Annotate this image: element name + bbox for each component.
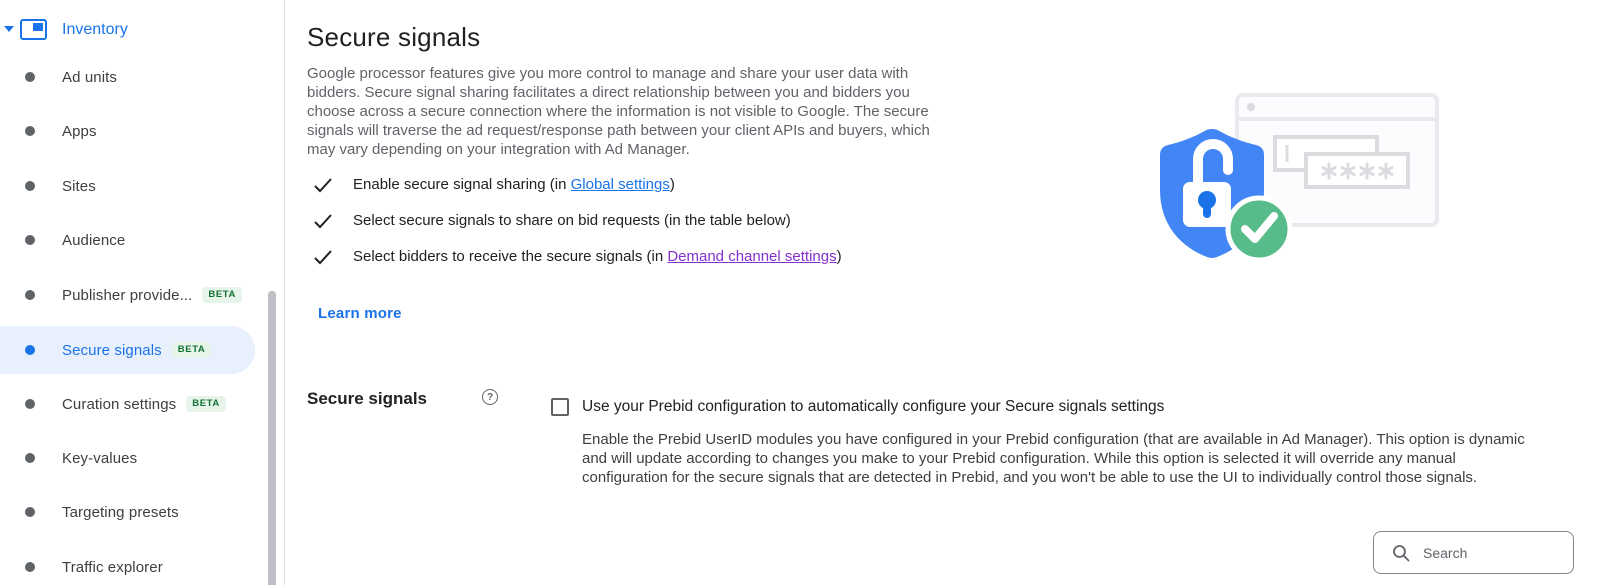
demand-channel-settings-link[interactable]: Demand channel settings — [667, 248, 837, 265]
sidebar-item-curation-settings[interactable]: Curation settings BETA — [0, 390, 285, 418]
bullet-icon — [25, 399, 35, 409]
bullet-icon — [25, 235, 35, 245]
bullet-icon — [25, 345, 35, 355]
sidebar-item-audience[interactable]: Audience — [0, 226, 285, 254]
search-box — [1373, 531, 1574, 574]
bullet-icon — [25, 290, 35, 300]
beta-badge: BETA — [186, 396, 226, 412]
checkmark-icon — [313, 213, 333, 229]
learn-more-link[interactable]: Learn more — [318, 305, 402, 322]
sidebar-item-publisher-provided[interactable]: Publisher provide... BETA — [0, 281, 285, 309]
page-title: Secure signals — [307, 22, 481, 52]
bullet-icon — [25, 181, 35, 191]
sidebar-item-sites[interactable]: Sites — [0, 172, 285, 200]
sidebar-item-targeting-presets[interactable]: Targeting presets — [0, 498, 285, 526]
checklist-item-2: Select secure signals to share on bid requests (in the table below) — [313, 212, 791, 229]
sidebar-item-key-values[interactable]: Key-values — [0, 444, 285, 472]
search-input[interactable] — [1423, 545, 1563, 561]
prebid-config-checkbox[interactable] — [551, 398, 569, 416]
section-label: Secure signals — [307, 389, 428, 408]
prebid-config-description: Enable the Prebid UserID modules you have configured in your Prebid configuration (that are available in Ad Manager). This option is dynamic and will update according to changes you make to your Prebid configuration. While this option is selected it will override any manual configuration for the secure signals that are detected in Prebid, and you won't be able to use the UI to individually control those signals. — [582, 431, 1525, 486]
secure-signals-illustration — [1133, 85, 1448, 270]
help-icon[interactable]: ? — [482, 389, 498, 405]
sidebar-section-inventory[interactable] — [0, 8, 285, 36]
sidebar-item-ad-units[interactable]: Ad units — [0, 63, 285, 91]
prebid-config-checkbox-label: Use your Prebid configuration to automatically configure your Secure signals settings — [582, 398, 1165, 415]
sidebar-item-secure-signals[interactable]: Secure signals BETA — [0, 336, 255, 364]
sidebar-item-traffic-explorer[interactable]: Traffic explorer — [0, 553, 285, 581]
sidebar-item-apps[interactable]: Apps — [0, 117, 285, 145]
bullet-icon — [25, 126, 35, 136]
inventory-icon — [20, 19, 47, 40]
bullet-icon — [25, 507, 35, 517]
intro-paragraph: Google processor features give you more control to manage and share your user data with bidders. Secure signal sharing facilitates a direct relationship between you and bidders you choose across a secure connection where the information is not visible to Google. The secure signals will traverse the ad request/response path between your client APIs and buyers, which may vary depending on your integration with Ad Manager. — [307, 65, 930, 158]
check-badge-icon — [1228, 198, 1290, 260]
beta-badge: BETA — [202, 287, 242, 303]
checkmark-icon — [313, 249, 333, 265]
beta-badge: BETA — [172, 342, 212, 358]
sidebar-section-label: Inventory — [62, 21, 128, 38]
caret-down-icon[interactable] — [4, 26, 14, 32]
global-settings-link[interactable]: Global settings — [570, 176, 670, 193]
sidebar — [0, 0, 285, 585]
bullet-icon — [25, 72, 35, 82]
checklist-item-3: Select bidders to receive the secure signals (in Demand channel settings) — [313, 248, 842, 265]
checklist-item-1: Enable secure signal sharing (in Global settings) — [313, 176, 675, 193]
sidebar-scrollbar[interactable] — [268, 291, 276, 585]
bullet-icon — [25, 562, 35, 572]
bullet-icon — [25, 453, 35, 463]
checkmark-icon — [313, 177, 333, 193]
search-icon — [1392, 544, 1410, 562]
